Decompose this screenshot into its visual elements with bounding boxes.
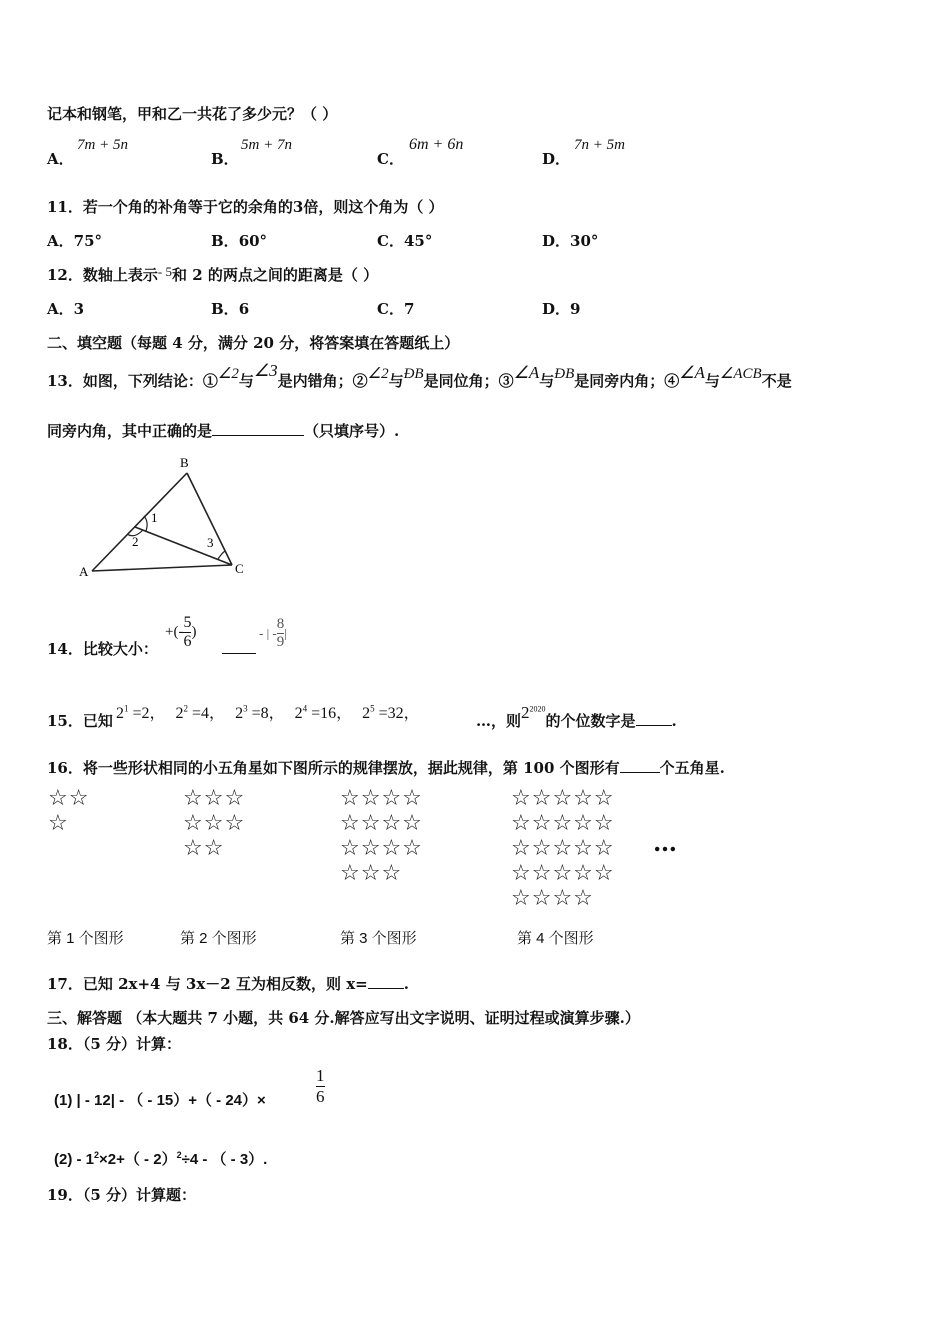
q10-option-d[interactable] <box>542 137 625 169</box>
q12-option-d[interactable] <box>542 298 580 319</box>
option-expr: 6m + 6n <box>409 136 464 153</box>
triangle-figure <box>72 450 282 585</box>
q13-text: 同旁内角，其中正确的是 <box>47 422 213 440</box>
q13-line1 <box>47 361 792 391</box>
option-value: 9 <box>570 300 581 318</box>
power-2020: $2^{2020}$ <box>521 703 546 722</box>
option-label: B． <box>211 150 239 168</box>
option-label: A． <box>47 300 74 318</box>
option-value: 60° <box>238 232 268 250</box>
power-term: $2^2 =4$， <box>175 703 226 722</box>
side-bc <box>187 473 232 565</box>
star-figure-4 <box>511 786 615 911</box>
option-label: D． <box>542 300 571 318</box>
q10-option-a[interactable] <box>47 137 128 169</box>
option-expr: 7n + 5m <box>574 137 625 153</box>
star-row: ☆ <box>48 811 69 836</box>
star-row: ☆☆☆ <box>183 786 246 811</box>
q13-text: 是内错角；② <box>277 372 368 390</box>
segment-dc <box>135 527 232 565</box>
option-label: B． <box>211 300 239 318</box>
power-term: $2^1 =2$， <box>116 703 166 722</box>
option-label: A． <box>47 150 74 168</box>
option-expr: 7m + 5n <box>77 137 128 153</box>
caption-figure-3: 第 3 个图形 <box>340 930 417 947</box>
q17-text: 17．已知 2x+4 与 3x－2 互为相反数，则 x= <box>47 975 368 993</box>
q12-stem-a: 12．数轴上表示 <box>47 266 158 284</box>
abs-close: | <box>284 625 287 641</box>
section-2-heading: 二、填空题（每题 4 分，满分 20 分，将答案填在答题纸上） <box>47 334 460 352</box>
angle-3-arc <box>218 551 225 559</box>
star-row: ☆☆☆☆ <box>340 811 423 836</box>
q13-text: 13．如图，下列结论：① <box>47 372 218 390</box>
q15-sequence <box>116 700 420 723</box>
caption-figure-2: 第 2 个图形 <box>180 930 257 947</box>
q15-label: 15．已知 <box>47 712 113 730</box>
answer-blank[interactable] <box>636 725 672 726</box>
power-term: $2^4 =16$， <box>294 703 353 722</box>
vertex-b-label: B <box>180 455 189 470</box>
fraction-denominator: 9 <box>276 634 285 650</box>
q13-text: 与 <box>539 372 555 390</box>
q11-option-b[interactable] <box>211 230 267 251</box>
fraction-numerator: 1 <box>316 1066 325 1085</box>
q12-option-a[interactable] <box>47 298 84 319</box>
angle-a: ∠A <box>513 363 540 382</box>
angle-acb: ∠ACB <box>719 366 762 382</box>
q12-stem-b: 和 2 的两点之间的距离是（ ） <box>171 266 379 284</box>
q12-option-b[interactable] <box>211 298 249 319</box>
star-row: ☆☆☆ <box>340 861 403 886</box>
option-expr: 5m + 7n <box>241 137 292 153</box>
answer-blank[interactable] <box>212 435 304 436</box>
ellipsis: … <box>653 828 677 857</box>
q13-text: 是同位角；③ <box>423 372 514 390</box>
q14-label: 14．比较大小： <box>47 640 158 658</box>
q11-option-c[interactable] <box>377 230 432 251</box>
q18-part-1-expr: (1) | - 12| - （ - 15）+（ - 24）× <box>54 1092 266 1109</box>
answer-blank[interactable] <box>620 772 660 773</box>
star-row: ☆☆☆☆☆ <box>511 786 615 811</box>
star-row: ☆☆☆☆ <box>511 886 594 911</box>
angle-3-label: 3 <box>207 535 214 550</box>
paren-open: +(- <box>165 624 184 640</box>
fraction-one-sixth <box>316 1066 325 1107</box>
q18-part-1 <box>54 1089 266 1110</box>
q14-left-expr <box>165 614 196 651</box>
q15-tail-text: 的个位数字是 <box>545 712 636 730</box>
angle-1-label: 1 <box>151 510 158 525</box>
option-value: 75° <box>73 232 103 250</box>
star-row: ☆☆☆☆ <box>340 786 423 811</box>
star-row: ☆☆☆☆☆ <box>511 811 615 836</box>
star-figure-3 <box>340 786 423 886</box>
fraction-numerator: 8 <box>276 616 285 632</box>
angle-2: ∠2 <box>217 366 239 382</box>
q13-text: 是同旁内角；④ <box>574 372 680 390</box>
answer-blank[interactable] <box>368 988 404 989</box>
fraction-denominator: 6 <box>183 633 192 650</box>
option-label: A． <box>47 232 74 250</box>
angle-3: ∠3 <box>253 361 278 380</box>
abs-open: - | - <box>259 625 277 641</box>
star-figure-2 <box>183 786 245 861</box>
q13-line2 <box>47 420 399 441</box>
power-term: $2^3 =8$， <box>235 703 285 722</box>
fraction-denominator: 6 <box>316 1087 325 1106</box>
caption-figure-4: 第 4 个图形 <box>517 930 594 947</box>
fraction-numerator: 5 <box>183 614 192 631</box>
star-row: ☆☆☆☆ <box>340 836 423 861</box>
option-label: C． <box>377 232 404 250</box>
star-row: ☆☆☆ <box>183 811 246 836</box>
q15-tail: …，则$2^{2020}$的个位数字是 . <box>476 703 677 730</box>
option-value: 3 <box>73 300 85 318</box>
star-figure-1 <box>48 786 89 836</box>
angle-2: ∠2 <box>367 366 389 382</box>
star-row: ☆☆ <box>183 836 225 861</box>
option-value: 6 <box>238 300 250 318</box>
option-value: 7 <box>403 300 415 318</box>
star-row: ☆☆☆☆☆ <box>511 836 615 861</box>
q13-text: 与 <box>388 372 404 390</box>
vertex-a-label: A <box>79 564 89 579</box>
caption-figure-1: 第 1 个图形 <box>47 930 124 947</box>
q13-text: 与 <box>704 372 720 390</box>
q18-part-2: $(2) - 1^2\times 2+( - 2)^2\div 4$ - （ - 3）. <box>54 1150 268 1168</box>
star-row: ☆☆ <box>48 786 90 811</box>
q10-option-b[interactable] <box>211 137 292 169</box>
section-3-heading: 三、解答题 （本大题共 7 小题，共 64 分.解答应写出文字说明、证明过程或演算步骤.） <box>47 1009 640 1027</box>
option-label: C． <box>377 300 404 318</box>
q10-option-c[interactable] <box>377 136 464 169</box>
q16-text: 16．将一些形状相同的小五角星如下图所示的规律摆放，据此规律，第 100 个图形有 <box>47 759 620 777</box>
side-ab <box>92 473 187 571</box>
q19-stem: 19．（5 分）计算题： <box>47 1186 197 1204</box>
vertex-c-label: C <box>235 561 244 576</box>
q14-right-expr <box>259 616 287 651</box>
option-label: B． <box>211 232 239 250</box>
angle-b: ÐB <box>554 366 575 382</box>
angle-b: ÐB <box>403 366 424 382</box>
angle-2-label: 2 <box>132 534 139 549</box>
star-row: ☆☆☆☆☆ <box>511 861 615 886</box>
q12-stem <box>47 264 378 285</box>
q13-text: 不是 <box>761 372 792 390</box>
q18-stem: 18．（5 分）计算： <box>47 1035 182 1053</box>
option-value: 45° <box>403 232 433 250</box>
q13-text: （只填序号）. <box>304 422 400 440</box>
power-term: $2^5 =32$， <box>362 703 420 722</box>
q11-stem: 11．若一个角的补角等于它的余角的3倍，则这个角为（ ） <box>47 198 444 216</box>
q11-option-d[interactable] <box>542 230 598 251</box>
q17-stem: 17．已知 2x+4 与 3x－2 互为相反数，则 x= . <box>47 975 409 993</box>
q10-stem: 记本和钢笔，甲和乙一共花了多少元？（ ） <box>47 105 338 123</box>
option-value: 30° <box>570 232 599 250</box>
option-label: C． <box>377 150 404 168</box>
option-label: D． <box>542 232 571 250</box>
q13-text: 与 <box>238 372 254 390</box>
side-ac <box>92 565 232 571</box>
q16-stem <box>47 757 725 778</box>
q15-dots: …，则 <box>476 712 522 730</box>
angle-1-arc <box>144 516 147 531</box>
paren-close: ) <box>191 624 197 640</box>
angle-a: ∠A <box>679 363 705 382</box>
option-label: D． <box>542 150 571 168</box>
q12-number: - 5 <box>157 264 172 279</box>
q16-text: 个五角星. <box>659 759 725 777</box>
answer-blank[interactable] <box>222 643 256 654</box>
q11-option-a[interactable] <box>47 230 102 251</box>
q12-option-c[interactable] <box>377 298 414 319</box>
